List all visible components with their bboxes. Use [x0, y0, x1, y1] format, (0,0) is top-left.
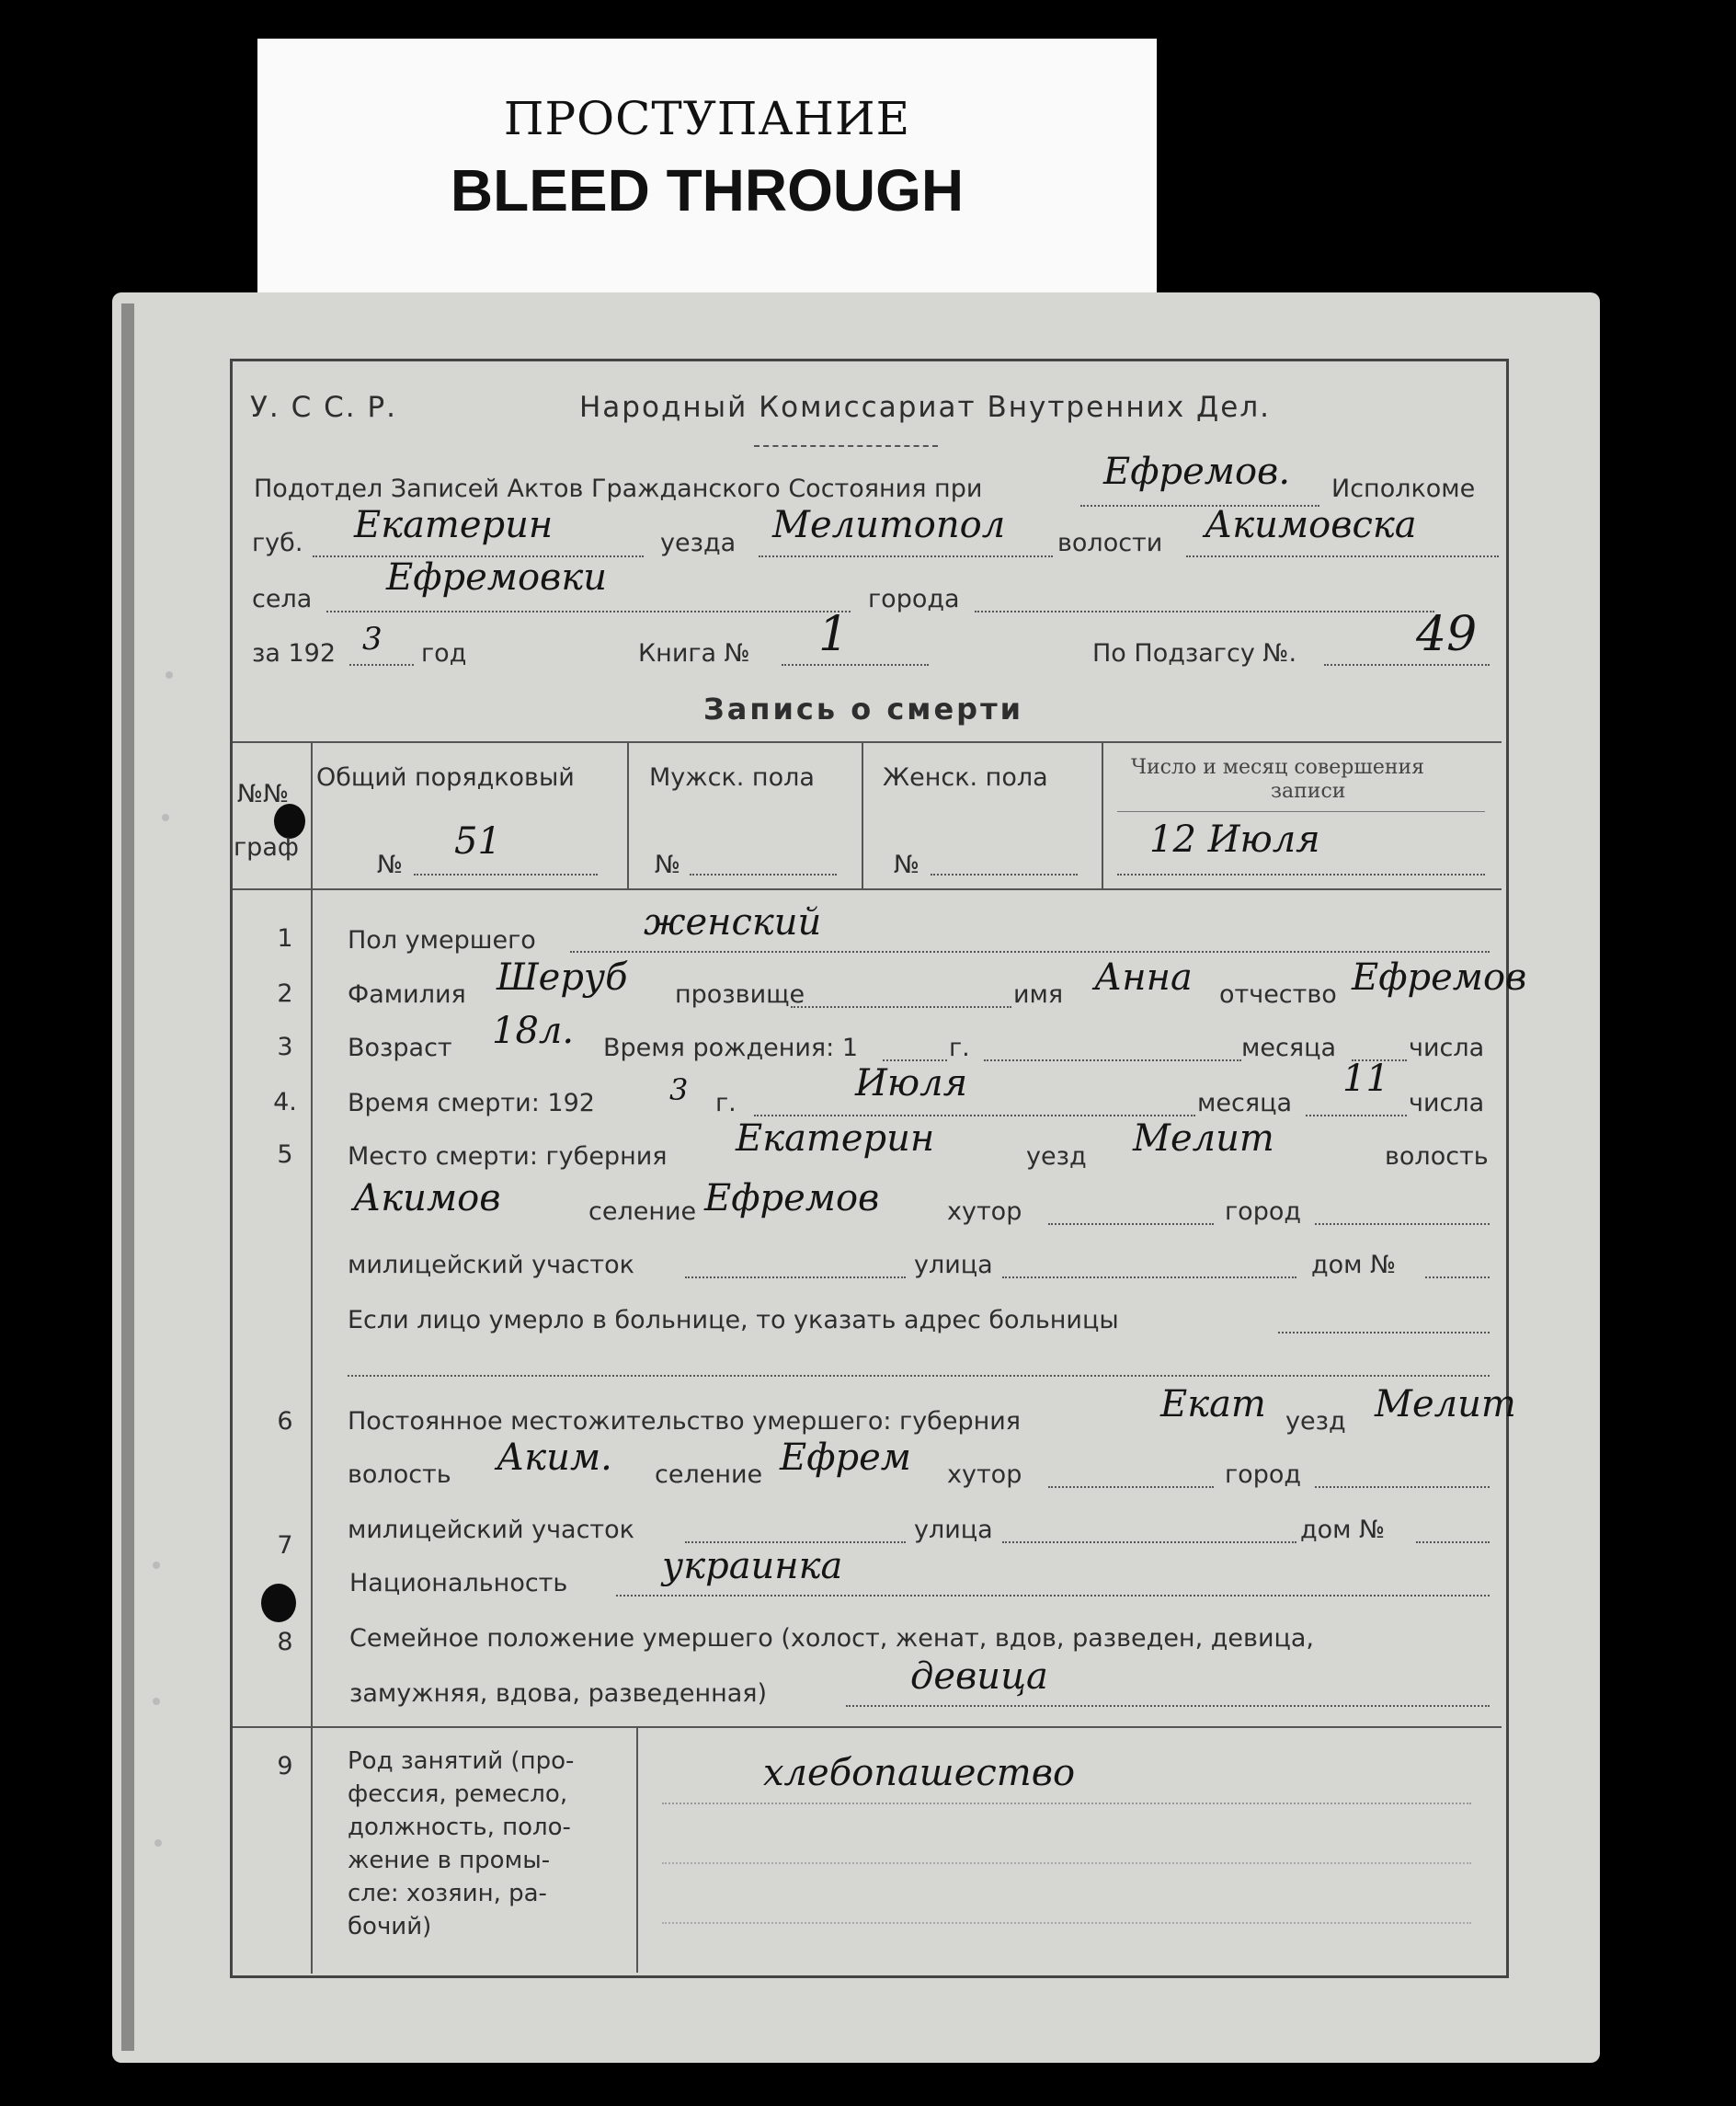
- table-col-divider: [627, 741, 629, 888]
- nationality-line: [616, 1595, 1490, 1597]
- general-number-line: [414, 874, 598, 876]
- col-nn-label: №№: [237, 780, 290, 808]
- sex-handwriting: женский: [644, 901, 822, 944]
- patronymic-handwriting: Ефремов: [1352, 956, 1527, 999]
- row-number: 6: [277, 1407, 293, 1436]
- birth-year-line: [883, 1059, 947, 1061]
- death-gorod-line: [1315, 1223, 1490, 1225]
- patronymic-label: отчество: [1219, 980, 1337, 1009]
- marital-handwriting: девица: [910, 1655, 1048, 1698]
- marital-line: [846, 1705, 1490, 1707]
- death-place-label: Место смерти: губерния: [348, 1142, 668, 1171]
- date-header-divider: [1117, 811, 1485, 812]
- death-gorod-label: город: [1225, 1197, 1302, 1226]
- subrecord-number-handwriting: 49: [1416, 607, 1478, 662]
- death-month-label: месяца: [1197, 1089, 1292, 1117]
- row-number: 2: [277, 979, 293, 1008]
- gub-label: губ.: [252, 529, 303, 557]
- occupation-label-2: фессия, ремесло,: [348, 1780, 568, 1808]
- first-name-handwriting: Анна: [1094, 956, 1193, 999]
- marital-label-line2: замужняя, вдова, разведенная): [349, 1679, 768, 1708]
- selo-line: [326, 611, 851, 612]
- residence-khutor-line: [1048, 1486, 1214, 1488]
- page-mark: [162, 814, 169, 821]
- residence-selenie-label: селение: [655, 1460, 763, 1489]
- page-mark: [153, 1562, 160, 1569]
- hospital-line: [1278, 1332, 1490, 1333]
- sex-line: [570, 951, 1490, 953]
- occupation-label-3: должность, поло-: [348, 1814, 571, 1841]
- uezd-line: [759, 555, 1053, 557]
- death-month-handwriting: Июля: [855, 1062, 968, 1105]
- nationality-label: Национальность: [349, 1569, 568, 1597]
- ispolkom-handwriting: Ефремов.: [1103, 451, 1291, 493]
- row-number: 7: [277, 1531, 293, 1560]
- death-khutor-line: [1048, 1223, 1214, 1225]
- birth-month-line: [984, 1059, 1241, 1061]
- nationality-handwriting: украинка: [662, 1545, 843, 1587]
- death-volost-label: волость: [1385, 1142, 1489, 1171]
- birth-month-label: месяца: [1241, 1034, 1336, 1062]
- birth-label: Время рождения: 1: [603, 1034, 859, 1062]
- subdepartment-label: Подотдел Записей Актов Гражданского Состояния при: [254, 475, 983, 503]
- year-digit-handwriting: 3: [362, 621, 383, 658]
- row-number: 4.: [273, 1088, 297, 1116]
- col-male-label: Мужск. пола: [649, 763, 815, 792]
- row-number: 1: [277, 924, 293, 953]
- surname-handwriting: Шеруб: [497, 956, 628, 999]
- volost-line: [1186, 555, 1499, 557]
- row-number: 3: [277, 1033, 293, 1061]
- residence-khutor-label: хутор: [947, 1460, 1022, 1489]
- birth-day-label: числа: [1409, 1034, 1485, 1062]
- residence-gub-handwriting: Екат: [1160, 1383, 1266, 1425]
- occupation-label-1: Род занятий (про-: [348, 1747, 575, 1775]
- volost-label: волости: [1057, 529, 1163, 557]
- death-time-label: Время смерти: 192: [348, 1089, 595, 1117]
- record-title: Запись о смерти: [703, 692, 1024, 727]
- death-day-line: [1306, 1115, 1407, 1116]
- death-volost-handwriting: Акимов: [353, 1177, 501, 1219]
- residence-uezd-label: уезд: [1285, 1407, 1346, 1436]
- table-col-divider: [862, 741, 863, 888]
- occupation-col-divider: [636, 1726, 638, 1973]
- subrecord-label: По Подзагсу №.: [1092, 639, 1297, 668]
- death-year-handwriting: 3: [669, 1072, 689, 1107]
- residence-volost-handwriting: Аким.: [497, 1436, 612, 1479]
- table-head-bottom-line: [233, 888, 1502, 890]
- surname-label: Фамилия: [348, 980, 466, 1009]
- nickname-line: [791, 1006, 1011, 1008]
- female-number-label: №: [894, 851, 920, 879]
- volost-handwriting: Акимовска: [1205, 504, 1417, 546]
- death-day-label: числа: [1409, 1089, 1485, 1117]
- death-house-line: [1425, 1276, 1490, 1278]
- gub-handwriting: Екатерин: [354, 504, 554, 546]
- death-selenie-handwriting: Ефремов: [704, 1177, 880, 1219]
- death-selenie-label: селение: [588, 1197, 697, 1226]
- residence-gorod-label: город: [1225, 1460, 1302, 1489]
- death-gub-handwriting: Екатерин: [736, 1117, 935, 1160]
- row-number: 9: [277, 1752, 293, 1780]
- marital-label-line1: Семейное положение умершего (холост, женат, вдов, разведен, девица,: [349, 1624, 1314, 1653]
- book-label: Книга №: [638, 639, 750, 668]
- residence-house-label: дом №: [1300, 1516, 1386, 1544]
- residence-selenie-handwriting: Ефрем: [780, 1436, 911, 1479]
- col-date-label-top: Число и месяц совершения: [1131, 756, 1425, 779]
- death-uezd-handwriting: Мелит: [1133, 1117, 1274, 1160]
- selo-label: села: [252, 585, 313, 613]
- bleed-through-label: [257, 39, 1157, 296]
- label-english: BLEED THROUGH: [450, 157, 965, 223]
- occupation-label-6: бочий): [348, 1913, 432, 1940]
- death-street-line: [1002, 1276, 1296, 1278]
- book-number-handwriting: 1: [818, 607, 850, 662]
- occupation-line-2: [662, 1862, 1471, 1864]
- commissariat-title: Народный Комиссариат Внутренних Дел.: [579, 391, 1271, 424]
- death-house-label: дом №: [1311, 1251, 1397, 1279]
- death-day-handwriting: 11: [1342, 1058, 1389, 1100]
- general-number-label: №: [377, 851, 404, 879]
- page-mark: [153, 1698, 160, 1705]
- death-month-line: [754, 1115, 1195, 1116]
- subrecord-line: [1324, 664, 1490, 666]
- age-handwriting: 18л.: [492, 1010, 575, 1052]
- year-label: за 192: [252, 639, 337, 668]
- uezd-handwriting: Мелитопол: [772, 504, 1006, 546]
- col-graf-label: граф: [234, 833, 299, 862]
- record-date-line: [1117, 874, 1485, 876]
- gorod-label: города: [868, 585, 960, 613]
- age-label: Возраст: [348, 1034, 452, 1062]
- ispolkom-label: Исполкоме: [1331, 475, 1476, 503]
- male-number-label: №: [655, 851, 681, 879]
- residence-street-label: улица: [914, 1516, 993, 1544]
- residence-volost-label: волость: [348, 1460, 451, 1489]
- label-russian: ПРОСТУПАНИЕ: [503, 92, 911, 145]
- residence-label: Постоянное местожительство умершего: губерния: [348, 1407, 1022, 1436]
- female-number-line: [931, 874, 1078, 876]
- occupation-handwriting: хлебопашество: [763, 1752, 1076, 1794]
- general-number-handwriting: 51: [454, 820, 501, 863]
- page-mark: [166, 671, 173, 679]
- residence-militia-line: [685, 1541, 906, 1543]
- page-mark: [154, 1839, 162, 1847]
- sex-label: Пол умершего: [348, 926, 536, 955]
- uezd-label: уезда: [660, 529, 737, 557]
- male-number-line: [690, 874, 837, 876]
- death-khutor-label: хутор: [947, 1197, 1022, 1226]
- table-col-divider: [1102, 741, 1103, 888]
- col-female-label: Женск. пола: [883, 763, 1048, 792]
- death-militia-label: милицейский участок: [348, 1251, 634, 1279]
- nickname-label: прозвище: [675, 980, 805, 1009]
- residence-street-line: [1002, 1541, 1296, 1543]
- residence-militia-label: милицейский участок: [348, 1516, 634, 1544]
- header-divider: [754, 445, 938, 447]
- birth-year-suffix: г.: [949, 1034, 970, 1062]
- sheet-binding-edge: [121, 303, 134, 2051]
- hospital-label: Если лицо умерло в больнице, то указать адрес больницы: [348, 1306, 1119, 1334]
- section-divider: [233, 1726, 1502, 1728]
- row-number: 8: [277, 1628, 293, 1656]
- table-col-divider: [311, 741, 313, 1974]
- occupation-label-4: жение в промы-: [348, 1847, 551, 1874]
- record-date-handwriting: 12 Июля: [1149, 818, 1320, 861]
- gorod-line: [975, 611, 1434, 612]
- residence-house-line: [1416, 1541, 1490, 1543]
- occupation-line-1: [662, 1803, 1471, 1804]
- ussr-label: У. С С. Р.: [250, 391, 397, 424]
- residence-gorod-line: [1315, 1486, 1490, 1488]
- death-year-suffix: г.: [715, 1089, 737, 1117]
- hospital-line-2: [348, 1375, 1490, 1377]
- col-date-label-bottom: записи: [1271, 780, 1346, 803]
- occupation-line-3: [662, 1922, 1471, 1924]
- selo-handwriting: Ефремовки: [386, 556, 607, 599]
- year-line: [349, 664, 414, 666]
- table-top-line: [233, 741, 1502, 743]
- first-name-label: имя: [1013, 980, 1064, 1009]
- row-number: 5: [277, 1140, 293, 1169]
- death-street-label: улица: [914, 1251, 993, 1279]
- death-uezd-label: уезд: [1026, 1142, 1087, 1171]
- occupation-label-5: сле: хозяин, ра-: [348, 1880, 547, 1907]
- book-line: [782, 664, 929, 666]
- residence-uezd-handwriting: Мелит: [1375, 1383, 1516, 1425]
- year-suffix: год: [421, 639, 467, 668]
- death-militia-line: [685, 1276, 906, 1278]
- col-general-label: Общий порядковый: [316, 763, 575, 792]
